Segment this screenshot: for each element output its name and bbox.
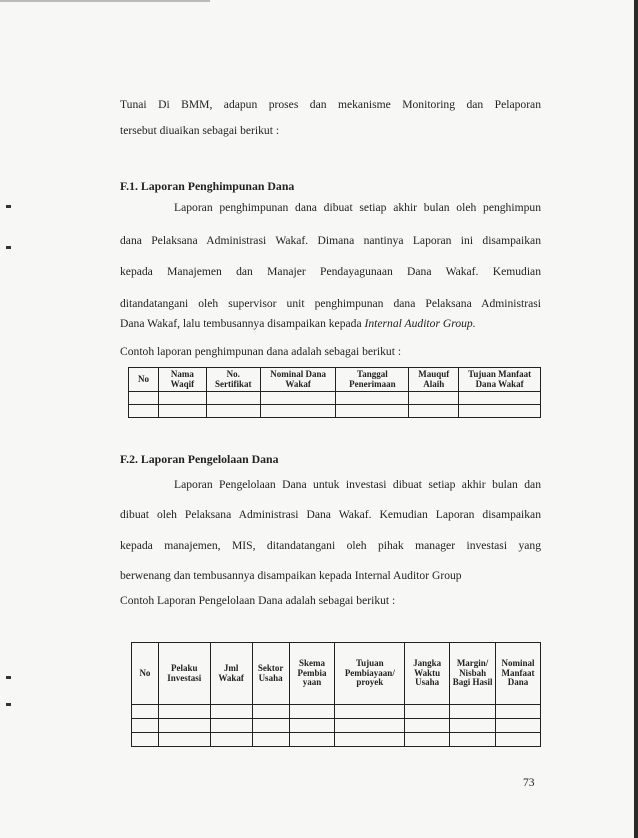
section-heading-f2: F.2. Laporan Pengelolaan Dana (120, 452, 279, 466)
paragraph-line: Laporan penghimpunan dana dibuat setiap akhir bulan oleh penghimpun (174, 201, 541, 214)
page-number: 73 (523, 776, 535, 789)
table-header: Sektor Usaha (252, 643, 289, 705)
fundraising-report-table (128, 367, 541, 418)
paragraph-line: dana Pelaksana Administrasi Wakaf. Dimana nantinya Laporan ini disampaikan (120, 234, 541, 247)
table-header: Nominal Manfaat Dana (496, 643, 541, 705)
intro-line-1: Tunai Di BMM, adapun proses dan mekanisme Monitoring dan Pelaporan (120, 98, 541, 111)
table-row (132, 719, 541, 733)
paragraph-line-last (120, 317, 476, 330)
table-header: No. Sertifikat (206, 368, 260, 392)
paragraph-line: dibuat oleh Pelaksana Administrasi Dana Wakaf. Kemudian Laporan disampaikan (120, 508, 541, 521)
paragraph-line-last: berwenang dan tembusannya disampaikan kepada Internal Auditor Group (120, 569, 462, 582)
scan-right-edge (634, 0, 638, 838)
table-header: Jml Wakaf (210, 643, 252, 705)
paragraph-line: kepada manajemen, MIS, ditandatangani oleh pihak manager investasi yang (120, 539, 541, 552)
scan-mark (6, 205, 11, 208)
table-header: Mauquf Alaih (409, 368, 459, 392)
table-header: Pelaku Investasi (158, 643, 210, 705)
table-header: Nominal Dana Wakaf (260, 368, 336, 392)
scan-mark (6, 246, 11, 249)
scan-mark (6, 676, 11, 679)
table-header: Tanggal Penerimaan (336, 368, 409, 392)
paragraph-text: Dana Wakaf, lalu tembusannya disampaikan kepada (120, 317, 365, 330)
table-header: Skema Pembia yaan (289, 643, 335, 705)
table-row (129, 405, 541, 418)
table-row (132, 733, 541, 747)
table-header: Margin/ Nisbah Bagi Hasil (450, 643, 496, 705)
table-header-row (132, 643, 541, 705)
table-header: Jangka Waktu Usaha (405, 643, 450, 705)
table-row (132, 705, 541, 719)
italic-term: Internal Auditor Group. (364, 317, 476, 330)
scan-top-edge (0, 0, 210, 2)
example-caption: Contoh laporan penghimpunan dana adalah sebagai berikut : (120, 345, 402, 358)
scan-mark (6, 703, 11, 706)
fund-management-report-table (131, 642, 541, 747)
example-caption: Contoh Laporan Pengelolaan Dana adalah sebagai berikut : (120, 594, 396, 607)
table-header: No (129, 368, 159, 392)
table-row (129, 392, 541, 405)
table-header: Nama Waqif (158, 368, 206, 392)
table-header-row (129, 368, 541, 392)
table-header: Tujuan Pembiayaan/ proyek (335, 643, 405, 705)
table-header: No (132, 643, 159, 705)
paragraph-line: ditandatangani oleh supervisor unit penghimpunan dana Pelaksana Administrasi (120, 297, 541, 310)
intro-line-2: tersebut diuaikan sebagai berikut : (120, 124, 280, 137)
table-header: Tujuan Manfaat Dana Wakaf (459, 368, 541, 392)
section-heading-f1: F.1. Laporan Penghimpunan Dana (120, 179, 295, 193)
paragraph-line: Laporan Pengelolaan Dana untuk investasi dibuat setiap akhir bulan dan (174, 478, 541, 491)
paragraph-line: kepada Manajemen dan Manajer Pendayagunaan Dana Wakaf. Kemudian (120, 265, 541, 278)
